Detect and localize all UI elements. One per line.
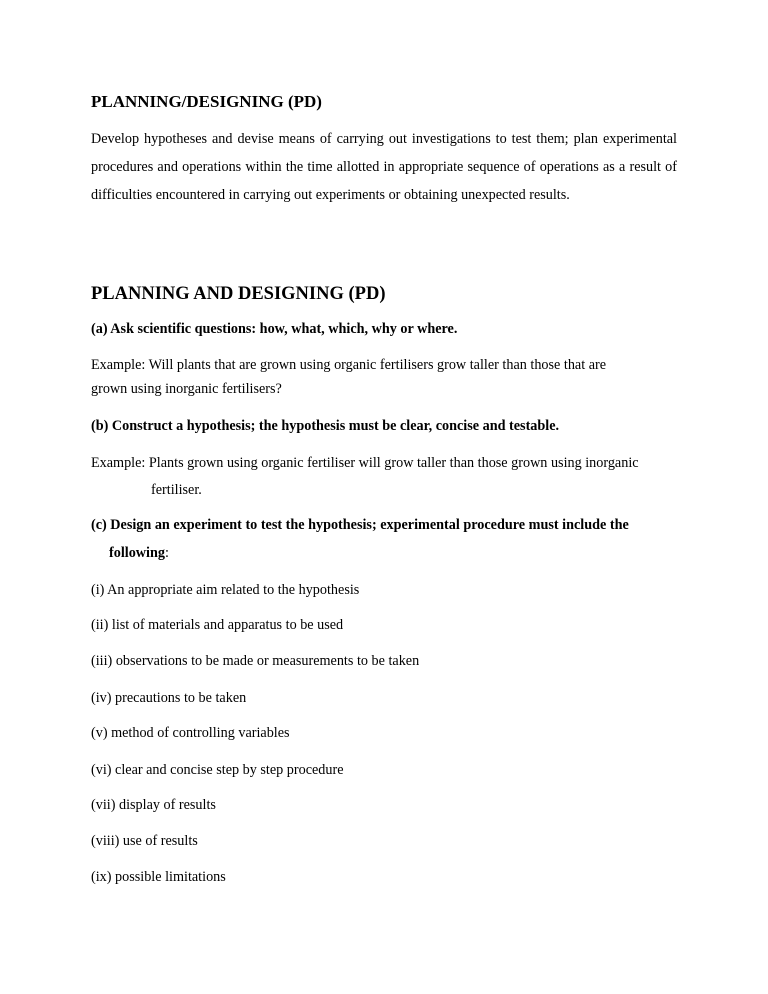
list-item: (v) method of controlling variables <box>91 725 290 741</box>
example-b-line1: Example: Plants grown using organic fertiliser will grow taller than those grown using inorganic <box>91 455 639 471</box>
subheading-c-colon: : <box>164 545 169 561</box>
section-heading-planning-designing: PLANNING/DESIGNING (PD) <box>91 92 322 111</box>
list-item: (vii) display of results <box>91 797 216 813</box>
list-item: (ii) list of materials and apparatus to be used <box>91 617 344 633</box>
subheading-a: (a) Ask scientific questions: how, what, which, why or where. <box>91 321 458 337</box>
example-b-line2: fertiliser. <box>151 482 202 498</box>
section-paragraph: Develop hypotheses and devise means of carrying out investigations to test them; plan experimental procedures and operations within the time allotted in appropriate sequence of operations as a result of difficulties encountered in carrying out experiments or obtaining unexpected results. <box>91 131 677 203</box>
section-heading-planning-and-designing: PLANNING AND DESIGNING (PD) <box>91 284 386 304</box>
list-item: (viii) use of results <box>91 833 198 849</box>
subheading-c-line2 <box>109 543 169 563</box>
list-item: (i) An appropriate aim related to the hypothesis <box>91 582 360 598</box>
example-a-line2: grown using inorganic fertilisers? <box>91 381 282 397</box>
example-a-line1: Example: Will plants that are grown using organic fertilisers grow taller than those that are <box>91 357 607 373</box>
list-item: (iv) precautions to be taken <box>91 690 247 706</box>
subheading-c-line1: (c) Design an experiment to test the hypothesis; experimental procedure must include the <box>91 517 629 533</box>
list-item: (iii) observations to be made or measurements to be taken <box>91 653 420 669</box>
list-item: (ix) possible limitations <box>91 869 226 885</box>
subheading-b: (b) Construct a hypothesis; the hypothesis must be clear, concise and testable. <box>91 418 560 434</box>
list-item: (vi) clear and concise step by step procedure <box>91 762 344 778</box>
subheading-c-following: following <box>109 545 165 561</box>
